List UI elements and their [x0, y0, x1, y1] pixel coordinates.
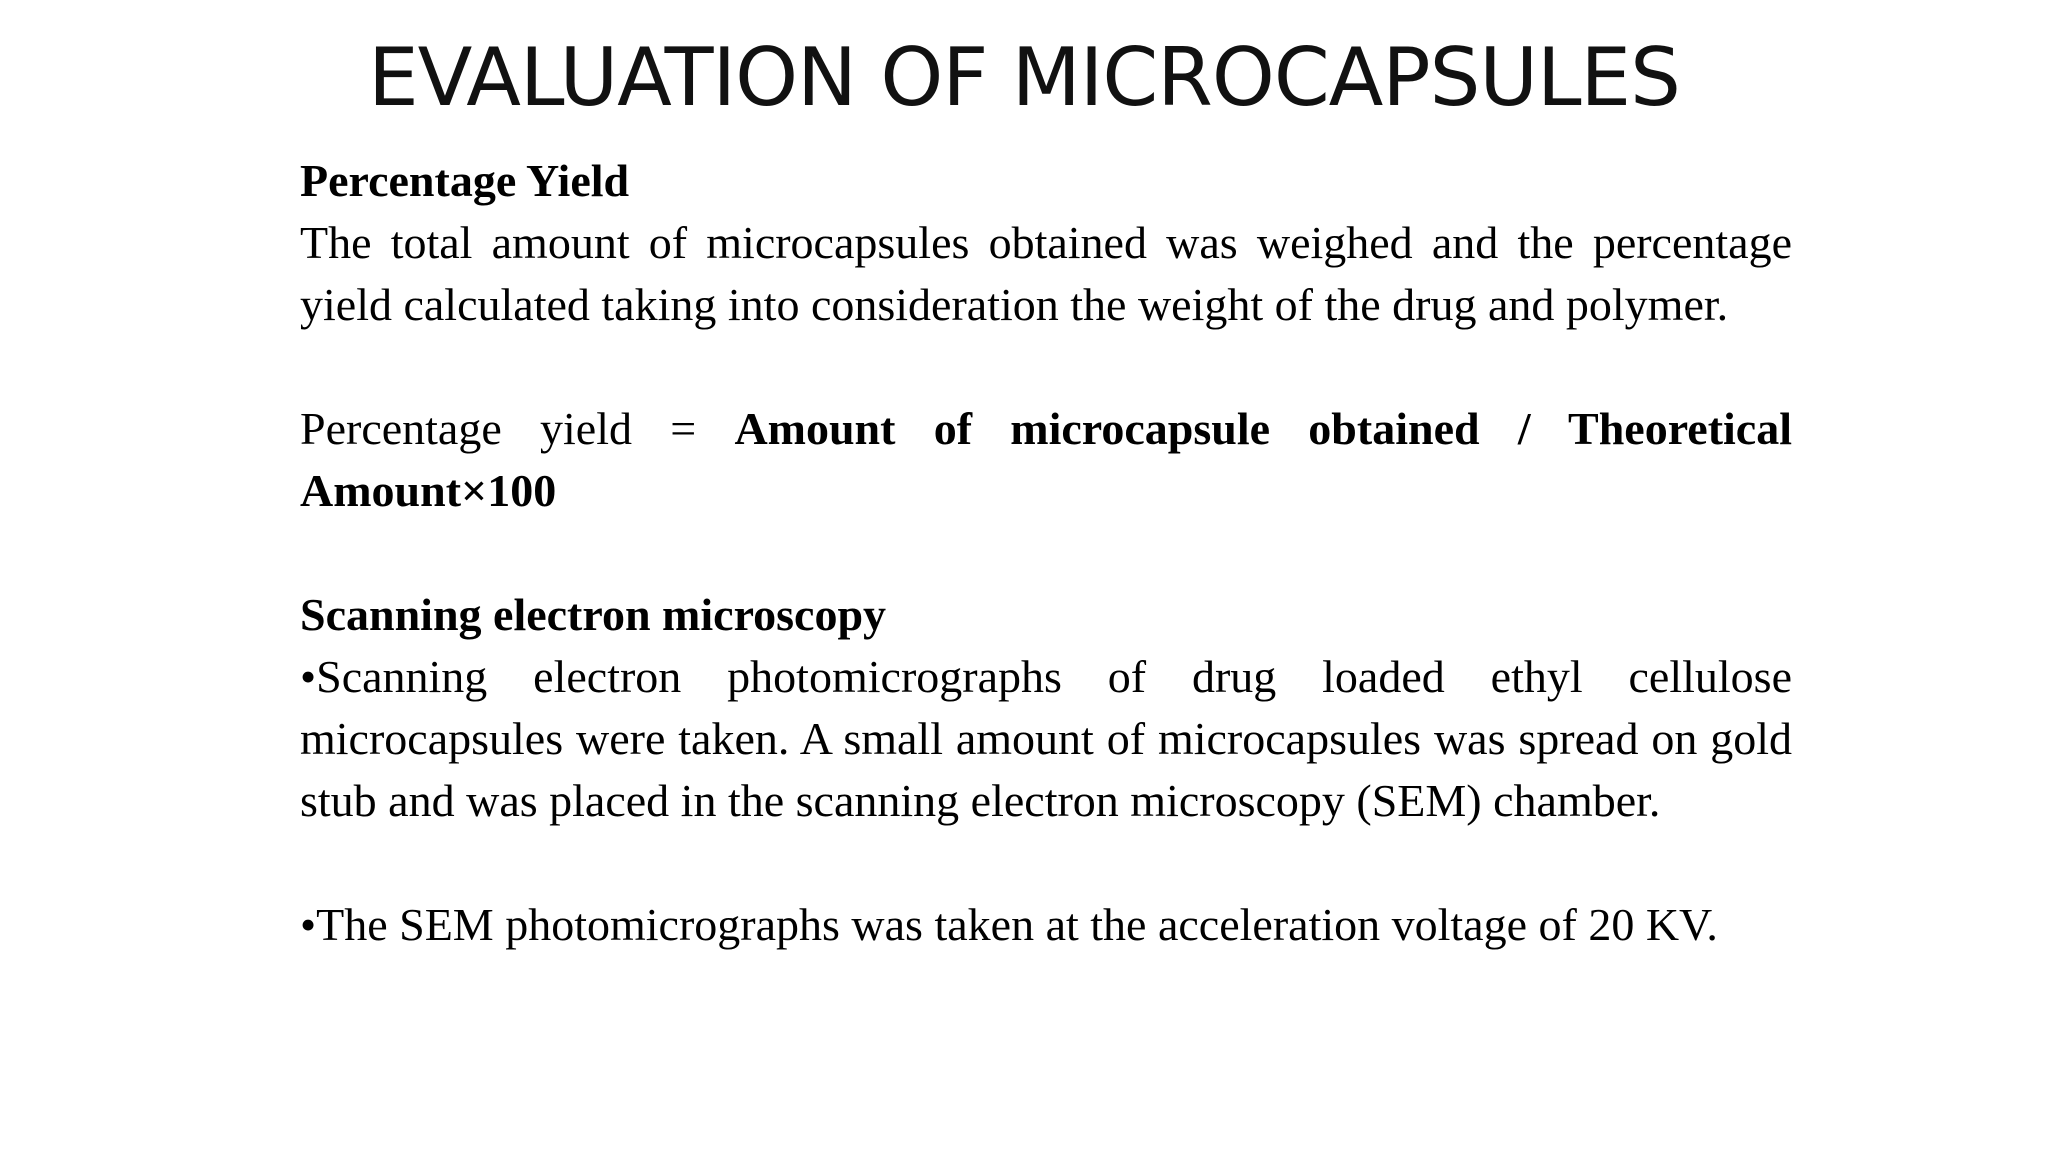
formula-label: Percentage yield =	[300, 403, 735, 454]
spacer	[300, 832, 1792, 894]
slide-body	[300, 150, 1792, 956]
formula-expression: Amount of microcapsule obtained / Theoretical Amount×100	[300, 403, 1792, 516]
percentage-yield-formula	[300, 398, 1792, 522]
section-heading-sem: Scanning electron microscopy	[300, 589, 887, 640]
percentage-yield-paragraph: The total amount of microcapsules obtained was weighed and the percentage yield calculated taking into consideration the weight of the drug and polymer.	[300, 217, 1792, 330]
slide-title: EVALUATION OF MICROCAPSULES	[368, 31, 1680, 124]
spacer	[300, 336, 1792, 398]
sem-bullet-1: •Scanning electron photomicrographs of drug loaded ethyl cellulose microcapsules were taken. A small amount of microcapsules was spread on gold stub and was placed in the scanning electron microscopy (SEM) chamber.	[300, 651, 1792, 826]
spacer	[300, 522, 1792, 584]
section-heading-percentage-yield: Percentage Yield	[300, 155, 630, 206]
sem-bullet-2: •The SEM photomicrographs was taken at the acceleration voltage of 20 KV.	[300, 899, 1718, 950]
